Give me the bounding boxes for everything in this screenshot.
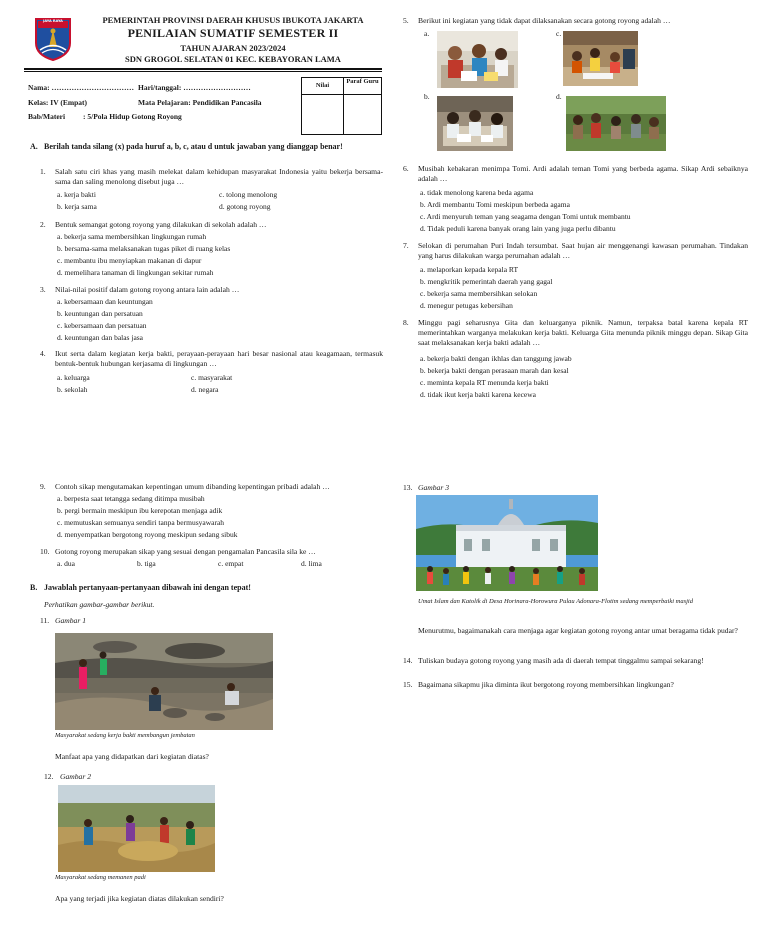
q6-option-c[interactable]: c. Ardi menyuruh teman yang seagama dengan Tomi untuk membantu [420, 212, 631, 221]
q3-option-c[interactable]: c. kebersamaan dan persatuan [57, 321, 147, 330]
q4-number: 4. [40, 349, 46, 358]
q1-option-b[interactable]: b. kerja sama [57, 202, 97, 211]
q8-option-d[interactable]: d. tidak ikut kerja bakti karena kecewa [420, 390, 536, 399]
q5-number: 5. [403, 16, 409, 25]
score-cell [302, 95, 344, 135]
q3-option-a[interactable]: a. kebersamaan dan keuntungan [57, 297, 153, 306]
q2-text: Bentuk semangat gotong royong yang dilakukan di sekolah adalah … [55, 220, 267, 229]
q9-option-b[interactable]: b. pergi bermain meskipun ibu kerepotan menjaga adik [57, 506, 223, 515]
q3-option-b[interactable]: b. keuntungan dan persatuan [57, 309, 143, 318]
q2-number: 2. [40, 220, 46, 229]
q10-text: Gotong royong merupakan sikap yang sesuai dengan pengamalan Pancasila sila ke … [55, 547, 316, 556]
q6-number: 6. [403, 164, 409, 173]
exam-title: PENILAIAN SUMATIF SEMESTER II [127, 26, 339, 40]
logo-text: JAYA RAYA [43, 19, 63, 23]
q9-text: Contoh sikap mengutamakan kepentingan umum dibanding kepentingan pribadi adalah … [55, 482, 330, 491]
q2-option-b[interactable]: b. bersama-sama melaksanakan tugas piket di ruang kelas [57, 244, 231, 253]
q1-option-a[interactable]: a. kerja bakti [57, 190, 96, 199]
header-rule-thick [24, 68, 382, 70]
q5-photo-b-classroom-study [437, 96, 513, 151]
q2-option-a[interactable]: a. bekerja sama membersihkan lingkungan rumah [57, 232, 207, 241]
q8-text: Minggu pagi seharusnya Gita dan keluarganya piknik. Namun, terpaksa batal karena kepala RT memerintahkan warganya melakukan kerja bakti. Keluarga Gita menunda piknik minggu depan. Sikap Gita saat melaksanakan kerja bakti adalah … [418, 318, 748, 348]
q14-question: Tuliskan budaya gotong royong yang masih ada di daerah tempat tinggalmu sampai sekarang! [418, 656, 704, 665]
score-box [301, 77, 382, 135]
q4-option-d[interactable]: d. negara [191, 385, 219, 394]
q7-option-b[interactable]: b. mengkritik pemerintah daerah yang gagal [420, 277, 553, 286]
q12-question: Apa yang terjadi jika kegiatan diatas dilakukan sendiri? [55, 894, 224, 903]
q9-option-d[interactable]: d. menyempatkan bergotong royong meskipun sedang sibuk [57, 530, 238, 539]
q4-option-a[interactable]: a. keluarga [57, 373, 90, 382]
q7-option-c[interactable]: c. bekerja sama membersihkan selokan [420, 289, 538, 298]
q2-option-c[interactable]: c. membantu ibu menyiapkan makanan di dapur [57, 256, 202, 265]
q4-option-c[interactable]: c. masyarakat [191, 373, 233, 382]
chapter-label: Bab/Materi [28, 112, 66, 121]
q5-option-c[interactable]: c. [556, 29, 562, 38]
section-b-instruction: Jawablah pertanyaan-pertanyaan dibawah ini dengan tepat! [44, 583, 251, 592]
section-b-note: Perhatikan gambar-gambar berikut. [44, 600, 155, 609]
q5-option-a[interactable]: a. [424, 29, 430, 38]
q12-caption: Masyarakat sedang memanen padi [55, 874, 146, 881]
q4-option-b[interactable]: b. sekolah [57, 385, 88, 394]
q1-text: Salah satu ciri khas yang masih melekat dalam kehidupan masyarakat Indonesia yaitu bekerja bersama-sama dan saling menolong disebut juga … [55, 167, 383, 187]
section-a-letter: A. [30, 142, 38, 151]
q7-option-d[interactable]: d. menegur petugas kebersihan [420, 301, 513, 310]
q5-photo-c-group-activity [563, 31, 638, 86]
q5-option-b[interactable]: b. [424, 92, 430, 101]
academic-year: TAHUN AJARAN 2023/2024 [180, 43, 286, 53]
q3-option-d[interactable]: d. keuntungan dan balas jasa [57, 333, 144, 342]
q10-option-d[interactable]: d. lima [301, 559, 322, 568]
q11-photo-bridge-building [55, 633, 273, 730]
subject-field: Mata Pelajaran: Pendidikan Pancasila [138, 98, 262, 107]
q9-option-c[interactable]: c. memutuskan semuanya sendiri tanpa bermusyawarah [57, 518, 225, 527]
q13-figure-label: Gambar 3 [418, 483, 450, 492]
q12-photo-rice-harvest [58, 785, 215, 872]
q5-photo-d-outdoor-gathering [566, 96, 666, 151]
q12-number: 12. [44, 772, 54, 781]
section-a-instruction: Berilah tanda silang (x) pada huruf a, b, c, atau d untuk jawaban yang dianggap benar! [44, 142, 343, 151]
q10-option-a[interactable]: a. dua [57, 559, 75, 568]
q5-text: Berikut ini kegiatan yang tidak dapat dilaksanakan secara gotong royong adalah … [418, 16, 671, 25]
q1-option-c[interactable]: c. tolong menolong [219, 190, 278, 199]
q3-number: 3. [40, 285, 46, 294]
q11-number: 11. [40, 616, 50, 625]
q9-number: 9. [40, 482, 46, 491]
q15-number: 15. [403, 680, 413, 689]
class-field: Kelas: IV (Empat) [28, 98, 88, 107]
q6-option-d[interactable]: d. Tidak peduli karena banyak orang lain yang juga perlu dibantu [420, 224, 616, 233]
student-name-field: Nama: …………………………… [28, 83, 135, 92]
q8-number: 8. [403, 318, 409, 327]
q15-question: Bagaimana sikapmu jika diminta ikut bergotong royong membersihkan lingkungan? [418, 680, 674, 689]
school-name: SDN GROGOL SELATAN 01 KEC. KEBAYORAN LAMA [125, 54, 341, 64]
q1-number: 1. [40, 167, 46, 176]
date-field: Hari/tanggal: ……………………… [138, 83, 251, 92]
q13-number: 13. [403, 483, 413, 492]
q13-caption: Umat Islam dan Katolik di Desa Horinara-Horowura Pulau Adonara-Flotim sedang memperbaiki masjid [418, 598, 693, 605]
q7-number: 7. [403, 241, 409, 250]
q11-caption: Masyarakat sedang kerja bakti membangun jembatan [55, 732, 195, 739]
teacher-sign-header: Paraf Guru [344, 78, 382, 95]
q4-text: Ikut serta dalam kegiatan kerja bakti, perayaan-perayaan hari besar nasional atau keagamaan, termasuk bentuk-bentuk hubungan kerjasama di lingkungan … [55, 349, 383, 369]
q13-photo-mosque-repair [416, 495, 598, 591]
q10-number: 10. [40, 547, 50, 556]
province-heading: PEMERINTAH PROVINSI DAERAH KHUSUS IBUKOTA JAKARTA [102, 15, 364, 25]
q2-option-d[interactable]: d. memelihara tanaman di lingkungan sekitar rumah [57, 268, 214, 277]
q1-option-d[interactable]: d. gotong royong [219, 202, 271, 211]
chapter-value: : 5/Pola Hidup Gotong Royong [83, 112, 182, 121]
q6-text: Musibah kebakaran menimpa Tomi. Ardi adalah teman Tomi yang berbeda agama. Sikap Ardi sebaiknya adalah … [418, 164, 748, 184]
header-rule-thin [24, 71, 382, 72]
q8-option-b[interactable]: b. bekerja bakti dengan perasaan marah dan kesal [420, 366, 569, 375]
score-header: Nilai [302, 78, 344, 95]
q13-question: Menurutmu, bagaimanakah cara menjaga agar kegiatan gotong royong antar umat beragama tidak pudar? [418, 626, 738, 635]
q8-option-a[interactable]: a. bekerja bakti dengan ikhlas dan tanggung jawab [420, 354, 572, 363]
q11-figure-label: Gambar 1 [55, 616, 87, 625]
q9-option-a[interactable]: a. berpesta saat tetangga sedang ditimpa musibah [57, 494, 205, 503]
q10-option-c[interactable]: c. empat [218, 559, 244, 568]
section-b-letter: B. [30, 583, 38, 592]
q8-option-c[interactable]: c. meminta kepala RT menunda kerja bakti [420, 378, 549, 387]
q7-option-a[interactable]: a. melaporkan kepada kepala RT [420, 265, 519, 274]
q6-option-a[interactable]: a. tidak menolong karena beda agama [420, 188, 534, 197]
q12-figure-label: Gambar 2 [60, 772, 92, 781]
q7-text: Selokan di perumahan Puri Indah tersumbat. Saat hujan air menggenangi kawasan perumahan. Tindakan yang harus dilakukan warga perumahan adalah … [418, 241, 748, 261]
q6-option-b[interactable]: b. Ardi membantu Tomi meskipun berbeda agama [420, 200, 570, 209]
q10-option-b[interactable]: b. tiga [137, 559, 156, 568]
teacher-sign-cell [344, 95, 382, 135]
q5-option-d[interactable]: d. [556, 92, 562, 101]
q3-text: Nilai-nilai positif dalam gotong royong antara lain adalah … [55, 285, 240, 294]
q5-photo-a-children-reading [437, 31, 518, 88]
jakarta-emblem-logo [34, 17, 72, 61]
q14-number: 14. [403, 656, 413, 665]
q11-question: Manfaat apa yang didapatkan dari kegiatan diatas? [55, 752, 209, 761]
